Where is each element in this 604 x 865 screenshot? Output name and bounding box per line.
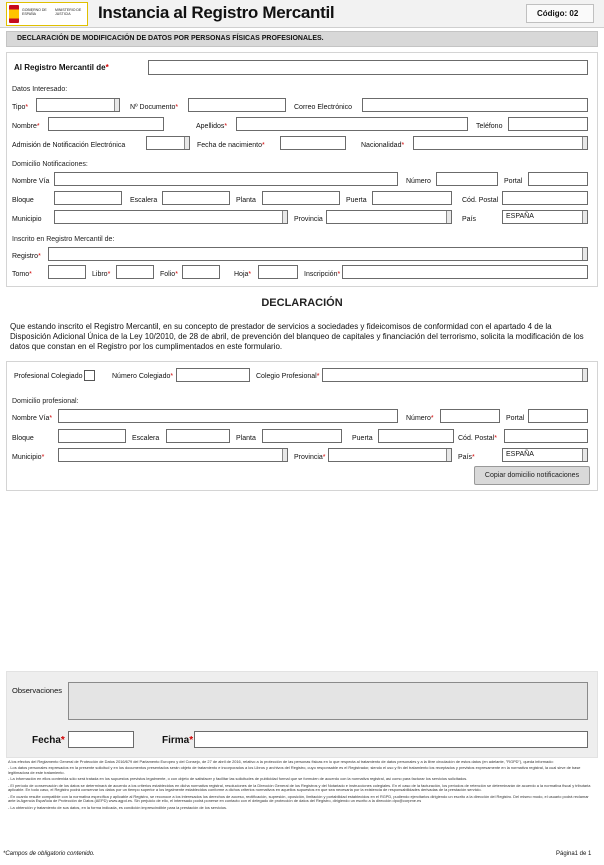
telefono-input[interactable] — [508, 117, 588, 131]
colegiado-checkbox[interactable] — [84, 370, 95, 381]
prof-address-section-title: Domicilio profesional: — [12, 398, 79, 405]
notif-numero-label: Número — [406, 178, 431, 185]
hoja-input[interactable] — [258, 265, 298, 279]
libro-label: Libro * — [92, 270, 110, 279]
observations-label: Observaciones — [12, 686, 63, 695]
notif-bloque-input[interactable] — [54, 191, 122, 205]
folio-input[interactable] — [182, 265, 220, 279]
libro-input[interactable] — [116, 265, 154, 279]
notif-provincia-select[interactable] — [326, 210, 452, 224]
hoja-label: Hoja * — [234, 270, 251, 279]
notif-escalera-input[interactable] — [162, 191, 230, 205]
nacionalidad-label: Nacionalidad * — [361, 141, 404, 150]
prof-pais-label: País * — [458, 453, 475, 462]
inscription-section-title: Inscrito en Registro Mercantil de: — [12, 236, 115, 243]
copy-notification-address-button[interactable]: Copiar domicilio notificaciones — [474, 466, 590, 485]
notif-numero-input[interactable] — [436, 172, 498, 186]
declaration-text: Que estando inscrito el Registro Mercantil, en su concepto de prestador de servicios a sociedades y fideicomisos de conformidad con el apartado 4 de la Disposición Adicional Única de la Ley 10/2010, de 28 de abril, de prevención del blanqueo de capitales y financiación del terrorismo, solicita la modificación de los datos que constan en el Registro por los cumplimentados en este formulario. — [10, 322, 584, 351]
email-input[interactable] — [362, 98, 588, 112]
tipo-label: Tipo * — [12, 103, 28, 112]
notif-planta-label: Planta — [236, 197, 256, 204]
admision-select[interactable] — [146, 136, 190, 150]
apellidos-input[interactable] — [236, 117, 468, 131]
declaration-title: DECLARACIÓN — [261, 297, 343, 309]
legal-paragraph: - La obtención y tratamiento de sus datos, en la forma indicada, es condición imprescindible para la prestación de los servicios. — [8, 804, 228, 810]
page-title: Instancia al Registro Mercantil — [98, 3, 335, 22]
inscripcion-input[interactable] — [342, 265, 588, 279]
notif-pais-select[interactable]: ESPAÑA — [502, 210, 588, 224]
prof-puerta-input[interactable] — [378, 429, 454, 443]
prof-provincia-select[interactable] — [328, 448, 452, 462]
num-doc-label: Nº Documento * — [130, 103, 178, 112]
fecha-nac-label: Fecha de nacimiento * — [197, 141, 265, 150]
notif-bloque-label: Bloque — [12, 197, 34, 204]
prof-numero-input[interactable] — [440, 409, 500, 423]
prof-bloque-label: Bloque — [12, 435, 34, 442]
telefono-label: Teléfono — [476, 123, 503, 130]
colegio-label: Colegio Profesional * — [256, 372, 319, 381]
prof-cod-postal-input[interactable] — [504, 429, 588, 443]
logo-text-government: GOBIERNO DE ESPAÑA — [22, 8, 47, 16]
nombre-input[interactable] — [48, 117, 164, 131]
fecha-label: Fecha * — [32, 735, 65, 747]
notif-portal-label: Portal — [504, 178, 523, 185]
prof-puerta-label: Puerta — [352, 435, 373, 442]
firma-label: Firma * — [162, 735, 193, 747]
inscripcion-label: Inscripción * — [304, 270, 340, 279]
form-subheader: DECLARACIÓN DE MODIFICACIÓN DE DATOS POR PERSONAS FÍSICAS PROFESIONALES. — [6, 31, 598, 47]
nacionalidad-select[interactable] — [413, 136, 588, 150]
prof-municipio-label: Municipio * — [12, 453, 44, 462]
prof-portal-label: Portal — [506, 415, 525, 422]
observations-textarea[interactable] — [68, 682, 588, 720]
legal-paragraph: - El período de conservación de los datos se determinará de acuerdo a los criterios establecidos en dicha normativa registral, resoluciones de la Dirección General de los Registros y del Notariado e instrucciones colegiales. En el caso de la facturación, los períodos de retención se determinarán de acuerdo a la normativa fiscal y tributaria aplicable. En todo caso, el Registro podrá conservar los datos por un tiempo superior a los legalmente establecidos conforme a dichos criterios normativos en aquellos supuestos en que sea necesaria por la existencia de responsabilidades derivadas de la prestación servicio. — [8, 782, 591, 793]
folio-label: Folio * — [160, 270, 178, 279]
num-doc-input[interactable] — [188, 98, 286, 112]
fecha-input[interactable] — [68, 731, 134, 748]
notif-planta-input[interactable] — [262, 191, 340, 205]
prof-cod-postal-label: Cód. Postal * — [458, 434, 497, 443]
notif-municipio-label: Municipio — [12, 216, 42, 223]
legal-paragraph: - La información en ellos contenida sólo será tratada en los supuestos previstos legalmente, o con objeto de satisfacer y facilitar las solicitudes de publicidad formal que se formulen de acuerdo con la normativa registral, así como para facturar los servicios solicitados. — [8, 776, 468, 782]
tipo-select[interactable] — [36, 98, 120, 112]
notif-puerta-label: Puerta — [346, 197, 367, 204]
tomo-input[interactable] — [48, 265, 86, 279]
prof-nombre-via-input[interactable] — [58, 409, 398, 423]
registry-field[interactable] — [148, 60, 588, 75]
prof-escalera-input[interactable] — [166, 429, 230, 443]
num-colegiado-label: Número Colegiado * — [112, 372, 173, 381]
government-logo — [6, 2, 88, 26]
prof-planta-label: Planta — [236, 435, 256, 442]
notif-address-section-title: Domicilio Notificaciones: — [12, 161, 88, 168]
colegio-select[interactable] — [322, 368, 588, 382]
legal-paragraph: - En cuanto resulte compatible con la normativa específica y aplicable al Registro, se reconoce a los interesados los derechos de acceso, rectificación, supresión, oposición, limitación y portabilidad establecidos en el RGPD, pudiendo ejercitarlos dirigiendo un escrito a la dirección del Registro. Del mismo modo, el usuario podrá reclamar ante la Agencia Española de Protección de Datos (AEPD) www.agpd.es. Sin perjuicio de ello, el interesado podrá ponerse en contacto con el delegado de protección de datos del Registro, dirigiendo un escrito a la dirección dpo@corpme.es — [8, 793, 589, 804]
prof-municipio-select[interactable] — [58, 448, 288, 462]
notif-nombre-via-label: Nombre Vía — [12, 178, 50, 185]
coat-of-arms-icon — [9, 5, 19, 23]
legal-paragraph: A los efectos del Reglamento General de Protección de Datos 2016/679 del Parlamento Europeo y del Consejo, de 27 de abril de 2016, relativo a la protección de las personas físicas en lo que respecta al tratamiento de datos personales y a la libre circulación de estos datos (en adelante, "RGPD"), queda informado: — [8, 759, 554, 764]
prof-escalera-label: Escalera — [132, 435, 160, 442]
tomo-label: Tomo * — [12, 270, 32, 279]
registro-label: Registro * — [12, 252, 41, 261]
logo-text-ministry: MINISTERIO DE JUSTICIA — [55, 8, 82, 16]
notif-pais-label: País — [462, 216, 477, 223]
firma-input[interactable] — [194, 731, 588, 748]
form-code: Código: 02 — [526, 4, 594, 23]
notif-escalera-label: Escalera — [130, 197, 158, 204]
notif-provincia-label: Provincia — [294, 216, 323, 223]
registro-select[interactable] — [48, 247, 588, 261]
prof-pais-select[interactable]: ESPAÑA — [502, 448, 588, 462]
page-number: Página1 de 1 — [556, 851, 592, 857]
notif-nombre-via-input[interactable] — [54, 172, 398, 186]
notif-portal-input[interactable] — [528, 172, 588, 186]
num-colegiado-input[interactable] — [176, 368, 250, 382]
prof-planta-input[interactable] — [262, 429, 342, 443]
prof-numero-label: Número * — [406, 414, 434, 423]
admision-label: Admisión de Notificación Electrónica — [12, 142, 126, 149]
registry-label: Al Registro Mercantil de * — [14, 63, 109, 73]
required-fields-note: *Campos de obligatorio contenido. — [3, 851, 95, 857]
apellidos-label: Apellidos * — [196, 122, 227, 131]
notif-cod-postal-input[interactable] — [502, 191, 588, 205]
prof-provincia-label: Provincia * — [294, 453, 326, 462]
prof-nombre-via-label: Nombre Vía * — [12, 414, 52, 423]
notif-puerta-input[interactable] — [372, 191, 452, 205]
notif-cod-postal-label: Cód. Postal — [462, 197, 499, 204]
notif-municipio-select[interactable] — [54, 210, 288, 224]
colegiado-label: Profesional Colegiado — [14, 373, 83, 380]
interested-section-title: Datos Interesado: — [12, 86, 68, 93]
email-label: Correo Electrónico — [294, 104, 352, 111]
prof-bloque-input[interactable] — [58, 429, 126, 443]
legal-paragraph: - Los datos personales expresados en la presente solicitud y en los documentos presentados serán objeto de tratamiento e incorporados a los Libros y archivos del Registro, cuyo responsable es el Registrador, siendo el uso y fin del tratamiento los receptados y previstos expresamente en la normativa registral, la cual sirve de base legitimadora de este tratamiento. — [8, 765, 581, 775]
nombre-label: Nombre * — [12, 122, 40, 131]
data-protection-notice — [8, 760, 596, 812]
fecha-nac-input[interactable] — [280, 136, 346, 150]
prof-portal-input[interactable] — [528, 409, 588, 423]
